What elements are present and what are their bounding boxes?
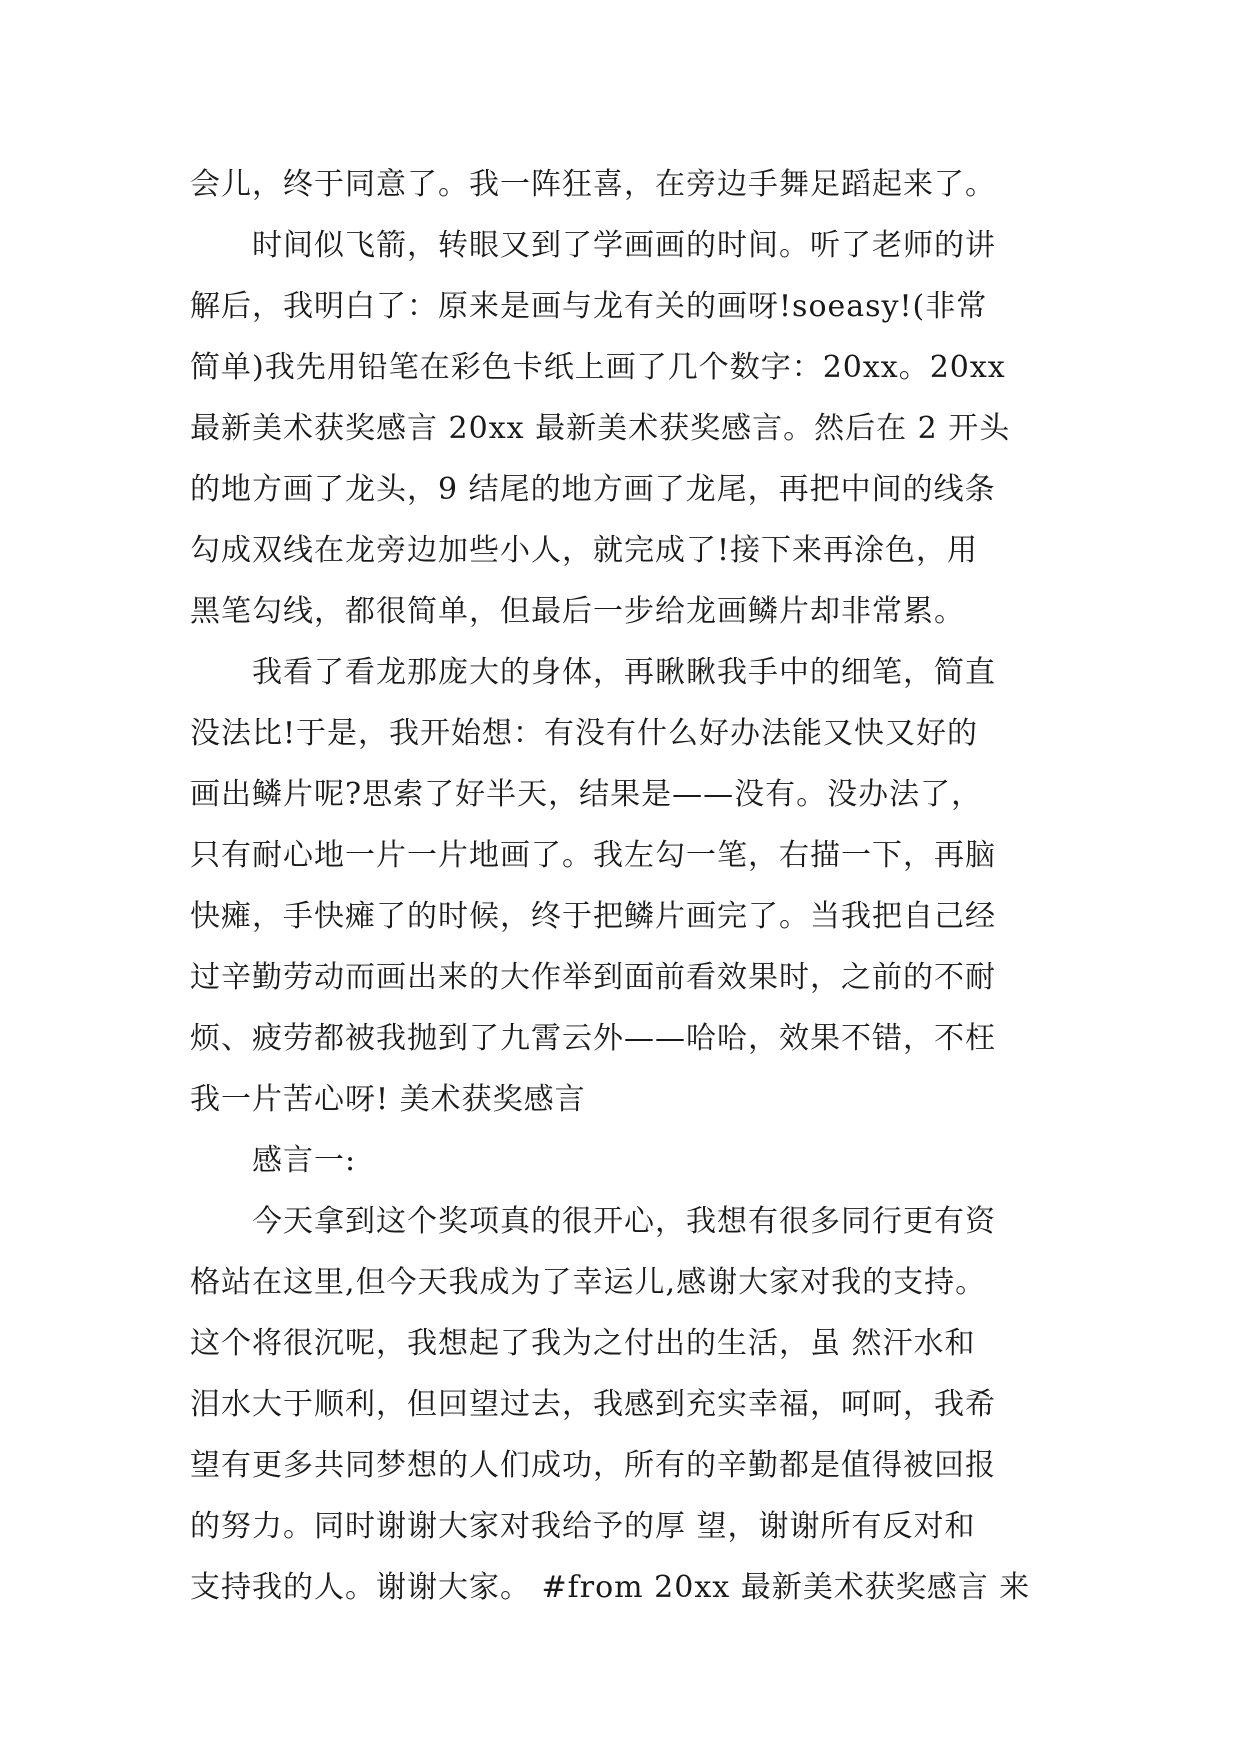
text-line: 望有更多共同梦想的人们成功，所有的辛勤都是值得被回报 <box>190 1448 996 1483</box>
text-line: 的地方画了龙头，9 结尾的地方画了龙尾，再把中间的线条 <box>190 472 996 507</box>
text-line: 我一片苦心呀! 美术获奖感言 <box>190 1082 586 1117</box>
text-line: 格站在这里,但今天我成为了幸运儿,感谢大家对我的支持。 <box>190 1265 987 1300</box>
text-line: 最新美术获奖感言 20xx 最新美术获奖感言。然后在 2 开头 <box>190 411 1011 446</box>
text-line: 会儿，终于同意了。我一阵狂喜，在旁边手舞足蹈起来了。 <box>190 167 996 202</box>
section-heading: 感言一: <box>252 1143 357 1178</box>
document-body <box>190 154 1070 1618</box>
text-line: 勾成双线在龙旁边加些小人，就完成了!接下来再涂色，用 <box>190 533 979 568</box>
text-line: 黑笔勾线，都很简单，但最后一步给龙画鳞片却非常累。 <box>190 594 965 629</box>
text-line: 这个将很沉呢，我想起了我为之付出的生活，虽 然汗水和 <box>190 1326 976 1361</box>
text-line: 过辛勤劳动而画出来的大作举到面前看效果时，之前的不耐 <box>190 960 996 995</box>
text-line: 快瘫，手快瘫了的时候，终于把鳞片画完了。当我把自己经 <box>190 899 996 934</box>
text-line: 烦、疲劳都被我抛到了九霄云外——哈哈，效果不错，不枉 <box>190 1021 996 1056</box>
text-line: 泪水大于顺利，但回望过去，我感到充实幸福，呵呵，我希 <box>190 1387 996 1422</box>
text-line: 的努力。同时谢谢大家对我给予的厚 望，谢谢所有反对和 <box>190 1509 976 1544</box>
paragraph-start-line: 我看了看龙那庞大的身体，再瞅瞅我手中的细笔，简直 <box>252 655 996 690</box>
text-line: 只有耐心地一片一片地画了。我左勾一笔，右描一下，再脑 <box>190 838 996 873</box>
text-line: 简单)我先用铅笔在彩色卡纸上画了几个数字：20xx。20xx <box>190 350 1006 385</box>
text-line: 画出鳞片呢?思索了好半天，结果是——没有。没办法了， <box>190 777 983 812</box>
paragraph-start-line: 时间似飞箭，转眼又到了学画画的时间。听了老师的讲 <box>252 228 996 263</box>
text-line: 支持我的人。谢谢大家。 #from 20xx 最新美术获奖感言 来 <box>190 1570 1031 1605</box>
text-line: 解后，我明白了：原来是画与龙有关的画呀!soeasy!(非常 <box>190 289 988 324</box>
text-line: 没法比!于是，我开始想：有没有什么好办法能又快又好的 <box>190 716 979 751</box>
paragraph-start-line: 今天拿到这个奖项真的很开心，我想有很多同行更有资 <box>252 1204 996 1239</box>
